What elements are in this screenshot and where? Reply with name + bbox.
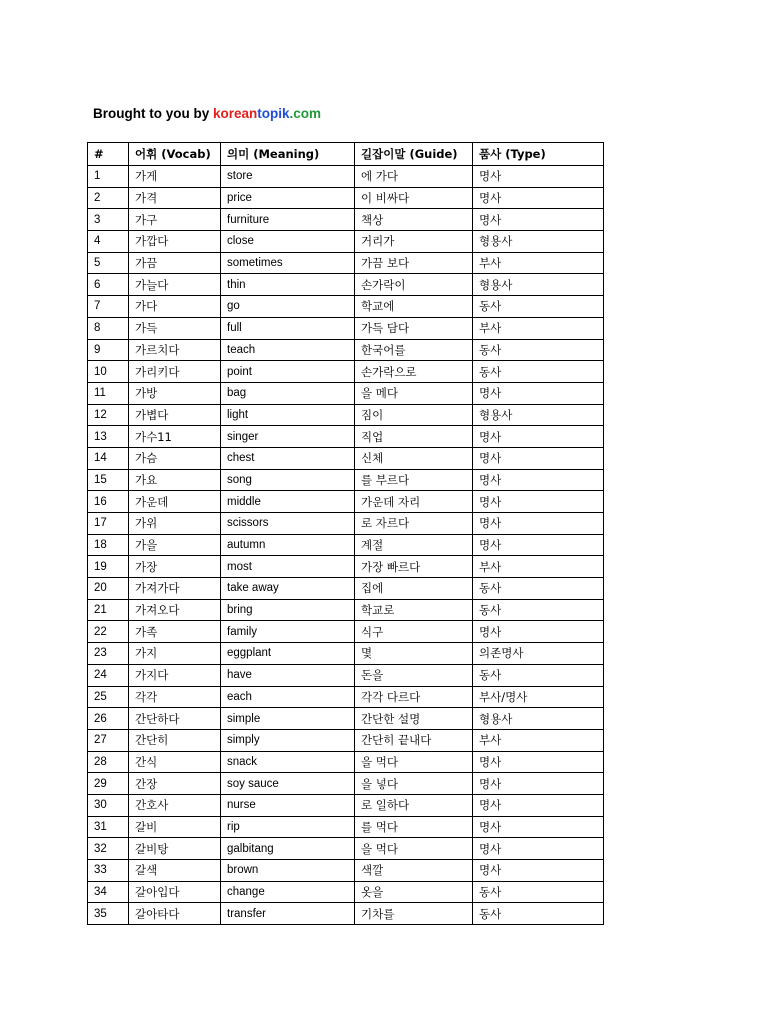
cell-type: 동사: [473, 881, 604, 903]
cell-meaning: scissors: [221, 513, 355, 535]
cell-meaning: sometimes: [221, 252, 355, 274]
cell-number: 14: [88, 447, 129, 469]
cell-number: 35: [88, 903, 129, 925]
cell-type: 명사: [473, 513, 604, 535]
cell-vocab: 가늘다: [129, 274, 221, 296]
cell-vocab: 가다: [129, 296, 221, 318]
cell-meaning: snack: [221, 751, 355, 773]
page-header: [93, 106, 321, 121]
cell-meaning: simply: [221, 729, 355, 751]
cell-vocab: 가격: [129, 187, 221, 209]
cell-vocab: 가끔: [129, 252, 221, 274]
cell-type: 동사: [473, 578, 604, 600]
cell-guide: 이 비싸다: [355, 187, 473, 209]
cell-meaning: simple: [221, 708, 355, 730]
col-header-meaning: 의미 (Meaning): [221, 143, 355, 166]
cell-meaning: song: [221, 469, 355, 491]
cell-type: 명사: [473, 491, 604, 513]
table-row: [88, 729, 604, 751]
cell-number: 27: [88, 729, 129, 751]
cell-number: 7: [88, 296, 129, 318]
cell-vocab: 가게: [129, 166, 221, 188]
cell-number: 30: [88, 794, 129, 816]
cell-number: 19: [88, 556, 129, 578]
cell-number: 29: [88, 773, 129, 795]
cell-meaning: autumn: [221, 534, 355, 556]
cell-guide: 을 넣다: [355, 773, 473, 795]
cell-vocab: 가수11: [129, 426, 221, 448]
cell-vocab: 갈아입다: [129, 881, 221, 903]
cell-guide: 가끔 보다: [355, 252, 473, 274]
table-row: [88, 903, 604, 925]
cell-guide: 손가락이: [355, 274, 473, 296]
cell-vocab: 가리키다: [129, 361, 221, 383]
cell-number: 13: [88, 426, 129, 448]
table-row: [88, 317, 604, 339]
table-row: [88, 209, 604, 231]
cell-number: 28: [88, 751, 129, 773]
table-row: [88, 513, 604, 535]
cell-meaning: most: [221, 556, 355, 578]
cell-type: 명사: [473, 469, 604, 491]
cell-number: 31: [88, 816, 129, 838]
cell-guide: 거리가: [355, 231, 473, 253]
cell-guide: 학교에: [355, 296, 473, 318]
cell-type: 명사: [473, 816, 604, 838]
cell-number: 4: [88, 231, 129, 253]
cell-vocab: 간호사: [129, 794, 221, 816]
cell-number: 34: [88, 881, 129, 903]
cell-vocab: 갈색: [129, 860, 221, 882]
col-header-number: #: [88, 143, 129, 166]
cell-number: 33: [88, 860, 129, 882]
cell-vocab: 가득: [129, 317, 221, 339]
cell-meaning: transfer: [221, 903, 355, 925]
cell-type: 부사/명사: [473, 686, 604, 708]
cell-meaning: price: [221, 187, 355, 209]
brand-topik: topik: [257, 106, 290, 121]
col-header-guide: 길잡이말 (Guide): [355, 143, 473, 166]
cell-number: 16: [88, 491, 129, 513]
cell-meaning: furniture: [221, 209, 355, 231]
cell-guide: 가득 담다: [355, 317, 473, 339]
cell-number: 24: [88, 664, 129, 686]
table-row: [88, 773, 604, 795]
cell-vocab: 가장: [129, 556, 221, 578]
cell-guide: 옷을: [355, 881, 473, 903]
cell-number: 8: [88, 317, 129, 339]
cell-vocab: 가요: [129, 469, 221, 491]
cell-vocab: 가위: [129, 513, 221, 535]
cell-meaning: eggplant: [221, 643, 355, 665]
cell-type: 명사: [473, 534, 604, 556]
cell-number: 10: [88, 361, 129, 383]
cell-guide: 가운데 자리: [355, 491, 473, 513]
cell-number: 5: [88, 252, 129, 274]
cell-vocab: 가져오다: [129, 599, 221, 621]
table-row: [88, 231, 604, 253]
cell-meaning: bring: [221, 599, 355, 621]
table-row: [88, 838, 604, 860]
table-row: [88, 296, 604, 318]
cell-number: 9: [88, 339, 129, 361]
cell-type: 동사: [473, 599, 604, 621]
table-row: [88, 643, 604, 665]
table-row: [88, 187, 604, 209]
cell-guide: 로 자르다: [355, 513, 473, 535]
table-row: [88, 794, 604, 816]
cell-guide: 계절: [355, 534, 473, 556]
cell-number: 1: [88, 166, 129, 188]
cell-meaning: soy sauce: [221, 773, 355, 795]
cell-vocab: 가르치다: [129, 339, 221, 361]
cell-type: 동사: [473, 361, 604, 383]
table-row: [88, 881, 604, 903]
cell-vocab: 갈비: [129, 816, 221, 838]
cell-vocab: 간단히: [129, 729, 221, 751]
cell-number: 22: [88, 621, 129, 643]
table-row: [88, 751, 604, 773]
table-row: [88, 361, 604, 383]
cell-meaning: each: [221, 686, 355, 708]
cell-meaning: middle: [221, 491, 355, 513]
table-row: [88, 447, 604, 469]
cell-number: 17: [88, 513, 129, 535]
table-row: [88, 599, 604, 621]
cell-guide: 몇: [355, 643, 473, 665]
cell-meaning: family: [221, 621, 355, 643]
cell-vocab: 각각: [129, 686, 221, 708]
cell-vocab: 가슴: [129, 447, 221, 469]
table-header-row: [88, 143, 604, 166]
cell-guide: 로 일하다: [355, 794, 473, 816]
cell-vocab: 가져가다: [129, 578, 221, 600]
cell-vocab: 가을: [129, 534, 221, 556]
cell-type: 동사: [473, 664, 604, 686]
table-row: [88, 534, 604, 556]
cell-guide: 를 먹다: [355, 816, 473, 838]
cell-number: 15: [88, 469, 129, 491]
cell-guide: 짐이: [355, 404, 473, 426]
cell-guide: 집에: [355, 578, 473, 600]
cell-meaning: rip: [221, 816, 355, 838]
cell-vocab: 간식: [129, 751, 221, 773]
cell-meaning: go: [221, 296, 355, 318]
table-row: [88, 621, 604, 643]
cell-guide: 신체: [355, 447, 473, 469]
cell-number: 2: [88, 187, 129, 209]
table-row: [88, 469, 604, 491]
cell-guide: 학교로: [355, 599, 473, 621]
cell-vocab: 간장: [129, 773, 221, 795]
cell-meaning: thin: [221, 274, 355, 296]
cell-type: 형용사: [473, 231, 604, 253]
brand-com: .com: [289, 106, 322, 121]
cell-guide: 간단히 끝내다: [355, 729, 473, 751]
cell-number: 11: [88, 382, 129, 404]
cell-vocab: 간단하다: [129, 708, 221, 730]
vocab-table-body: [88, 166, 604, 925]
vocab-table: [87, 142, 604, 925]
cell-vocab: 가지다: [129, 664, 221, 686]
cell-guide: 을 메다: [355, 382, 473, 404]
cell-meaning: brown: [221, 860, 355, 882]
cell-guide: 한국어를: [355, 339, 473, 361]
cell-guide: 에 가다: [355, 166, 473, 188]
cell-guide: 를 부르다: [355, 469, 473, 491]
cell-number: 32: [88, 838, 129, 860]
cell-vocab: 가지: [129, 643, 221, 665]
cell-type: 동사: [473, 296, 604, 318]
cell-meaning: close: [221, 231, 355, 253]
cell-type: 형용사: [473, 274, 604, 296]
cell-type: 명사: [473, 751, 604, 773]
table-row: [88, 382, 604, 404]
cell-guide: 돈을: [355, 664, 473, 686]
cell-vocab: 가볍다: [129, 404, 221, 426]
cell-type: 명사: [473, 187, 604, 209]
cell-type: 명사: [473, 382, 604, 404]
col-header-type: 품사 (Type): [473, 143, 604, 166]
cell-meaning: change: [221, 881, 355, 903]
cell-vocab: 갈비탕: [129, 838, 221, 860]
cell-type: 명사: [473, 860, 604, 882]
cell-number: 3: [88, 209, 129, 231]
table-row: [88, 491, 604, 513]
cell-vocab: 가깝다: [129, 231, 221, 253]
table-row: [88, 426, 604, 448]
cell-type: 형용사: [473, 708, 604, 730]
cell-guide: 간단한 설명: [355, 708, 473, 730]
cell-guide: 책상: [355, 209, 473, 231]
cell-meaning: bag: [221, 382, 355, 404]
table-row: [88, 274, 604, 296]
cell-guide: 식구: [355, 621, 473, 643]
cell-guide: 을 먹다: [355, 838, 473, 860]
table-row: [88, 578, 604, 600]
cell-guide: 색깔: [355, 860, 473, 882]
cell-type: 부사: [473, 556, 604, 578]
cell-type: 동사: [473, 339, 604, 361]
cell-type: 명사: [473, 773, 604, 795]
cell-number: 20: [88, 578, 129, 600]
cell-vocab: 가방: [129, 382, 221, 404]
cell-type: 명사: [473, 838, 604, 860]
cell-meaning: light: [221, 404, 355, 426]
cell-type: 동사: [473, 903, 604, 925]
cell-number: 21: [88, 599, 129, 621]
cell-type: 부사: [473, 729, 604, 751]
cell-meaning: point: [221, 361, 355, 383]
cell-guide: 가장 빠르다: [355, 556, 473, 578]
table-row: [88, 404, 604, 426]
cell-number: 23: [88, 643, 129, 665]
table-row: [88, 708, 604, 730]
cell-meaning: chest: [221, 447, 355, 469]
cell-vocab: 가구: [129, 209, 221, 231]
cell-number: 25: [88, 686, 129, 708]
table-row: [88, 686, 604, 708]
cell-meaning: nurse: [221, 794, 355, 816]
table-row: [88, 166, 604, 188]
cell-vocab: 갈아타다: [129, 903, 221, 925]
table-row: [88, 816, 604, 838]
cell-number: 26: [88, 708, 129, 730]
cell-type: 명사: [473, 621, 604, 643]
cell-guide: 각각 다르다: [355, 686, 473, 708]
cell-number: 18: [88, 534, 129, 556]
header-prefix: Brought to you by: [93, 106, 213, 121]
cell-guide: 손가락으로: [355, 361, 473, 383]
cell-meaning: store: [221, 166, 355, 188]
cell-vocab: 가족: [129, 621, 221, 643]
cell-type: 명사: [473, 426, 604, 448]
cell-guide: 을 먹다: [355, 751, 473, 773]
cell-meaning: take away: [221, 578, 355, 600]
table-row: [88, 339, 604, 361]
brand-korean: korean: [212, 106, 258, 121]
cell-type: 명사: [473, 166, 604, 188]
table-row: [88, 252, 604, 274]
cell-type: 명사: [473, 209, 604, 231]
cell-type: 형용사: [473, 404, 604, 426]
table-row: [88, 664, 604, 686]
cell-type: 의존명사: [473, 643, 604, 665]
table-row: [88, 860, 604, 882]
cell-meaning: galbitang: [221, 838, 355, 860]
cell-type: 명사: [473, 447, 604, 469]
cell-meaning: singer: [221, 426, 355, 448]
cell-meaning: full: [221, 317, 355, 339]
cell-type: 부사: [473, 252, 604, 274]
cell-meaning: have: [221, 664, 355, 686]
cell-number: 12: [88, 404, 129, 426]
table-row: [88, 556, 604, 578]
cell-vocab: 가운데: [129, 491, 221, 513]
cell-type: 부사: [473, 317, 604, 339]
cell-meaning: teach: [221, 339, 355, 361]
cell-number: 6: [88, 274, 129, 296]
cell-guide: 기차를: [355, 903, 473, 925]
col-header-vocab: 어휘 (Vocab): [129, 143, 221, 166]
cell-guide: 직업: [355, 426, 473, 448]
cell-type: 명사: [473, 794, 604, 816]
